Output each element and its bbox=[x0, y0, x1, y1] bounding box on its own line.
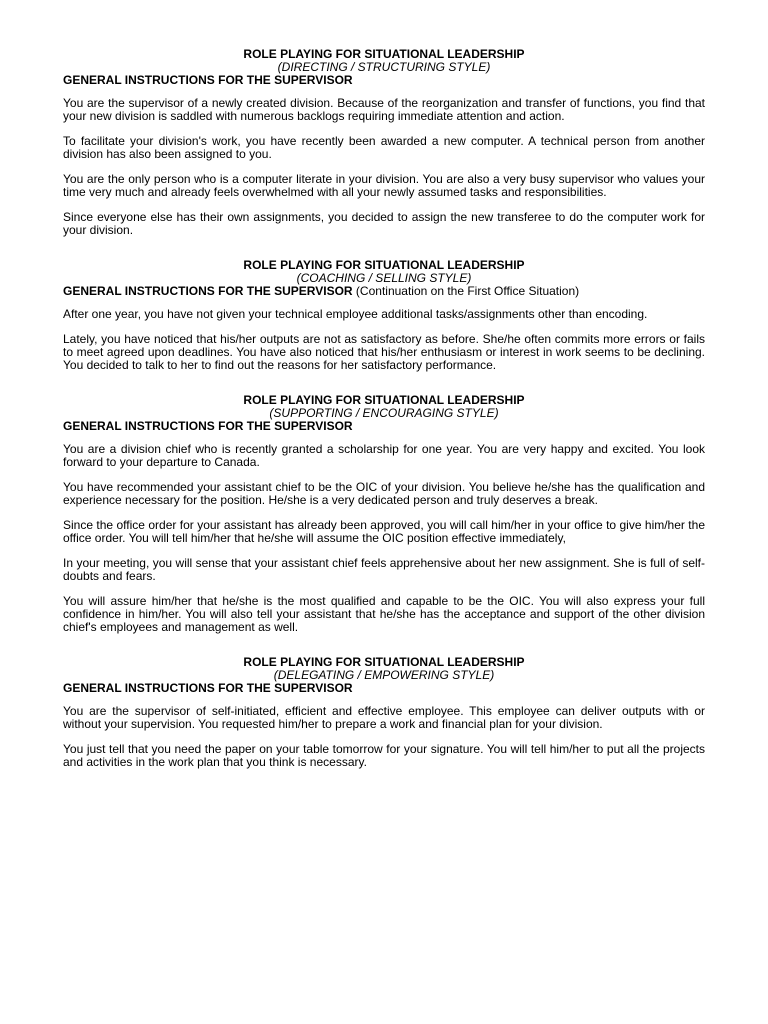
section-title: ROLE PLAYING FOR SITUATIONAL LEADERSHIP bbox=[243, 47, 525, 61]
section-subtitle: (DELEGATING / EMPOWERING STYLE) bbox=[273, 668, 495, 682]
paragraph: You are a division chief who is recently granted a scholarship for one year. You are very happy and excited. You look forward to your departure to Canada. bbox=[63, 442, 705, 469]
section-heading bbox=[63, 420, 705, 433]
section-subtitle: (DIRECTING / STRUCTURING STYLE) bbox=[277, 60, 491, 74]
section-heading bbox=[63, 682, 705, 695]
section-supporting bbox=[63, 394, 705, 634]
paragraph: You are the supervisor of a newly created division. Because of the reorganization and transfer of functions, you find that your new division is saddled with numerous backlogs requiring immediate attention and action. bbox=[63, 96, 705, 123]
paragraph: You will assure him/her that he/she is the most qualified and capable to be the OIC. You will also express your full confidence in him/her. You will also tell your assistant that he/she has the acceptance and support of the other division chief's employees and management as well. bbox=[63, 594, 705, 634]
paragraph: To facilitate your division's work, you have recently been awarded a new computer. A technical person from another division has also been assigned to you. bbox=[63, 134, 705, 161]
document-page bbox=[63, 48, 705, 781]
section-heading bbox=[63, 285, 705, 298]
heading-text: GENERAL INSTRUCTIONS FOR THE SUPERVISOR bbox=[63, 681, 353, 695]
paragraph: You are the only person who is a computer literate in your division. You are also a very busy supervisor who values your time very much and already feels overwhelmed with all your newly assumed tasks and responsibilities. bbox=[63, 172, 705, 199]
paragraph: Since the office order for your assistant has already been approved, you will call him/her in your office to give him/her the office order. You will tell him/her that he/she will assume the OIC position effective immediately, bbox=[63, 518, 705, 545]
section-directing bbox=[63, 48, 705, 237]
paragraph: Since everyone else has their own assignments, you decided to assign the new transferee to do the computer work for your division. bbox=[63, 210, 705, 237]
heading-note: (Continuation on the First Office Situation) bbox=[352, 284, 580, 298]
heading-text: GENERAL INSTRUCTIONS FOR THE SUPERVISOR bbox=[63, 419, 353, 433]
heading-text: GENERAL INSTRUCTIONS FOR THE SUPERVISOR bbox=[63, 284, 353, 298]
heading-text: GENERAL INSTRUCTIONS FOR THE SUPERVISOR bbox=[63, 73, 353, 87]
paragraph: In your meeting, you will sense that your assistant chief feels apprehensive about her new assignment. She is full of self-doubts and fears. bbox=[63, 556, 705, 583]
section-title: ROLE PLAYING FOR SITUATIONAL LEADERSHIP bbox=[243, 258, 525, 272]
paragraph: You are the supervisor of self-initiated, efficient and effective employee. This employee can deliver outputs with or without your supervision. You requested him/her to prepare a work and financial plan for your division. bbox=[63, 704, 705, 731]
paragraph: You have recommended your assistant chief to be the OIC of your division. You believe he/she has the qualification and experience necessary for the position. He/she is a very dedicated person and truly deserves a break. bbox=[63, 480, 705, 507]
paragraph: Lately, you have noticed that his/her outputs are not as satisfactory as before. She/he often commits more errors or fails to meet agreed upon deadlines. You have also noticed that his/her enthusiasm or interest in work seems to be declining. You decided to talk to her to find out the reasons for her satisfactory performance. bbox=[63, 332, 705, 372]
paragraph: You just tell that you need the paper on your table tomorrow for your signature. You will tell him/her to put all the projects and activities in the work plan that you think is necessary. bbox=[63, 742, 705, 769]
section-subtitle: (COACHING / SELLING STYLE) bbox=[296, 271, 472, 285]
section-title: ROLE PLAYING FOR SITUATIONAL LEADERSHIP bbox=[243, 393, 525, 407]
section-subtitle: (SUPPORTING / ENCOURAGING STYLE) bbox=[269, 406, 499, 420]
section-delegating bbox=[63, 656, 705, 769]
section-coaching bbox=[63, 259, 705, 372]
section-title: ROLE PLAYING FOR SITUATIONAL LEADERSHIP bbox=[243, 655, 525, 669]
paragraph: After one year, you have not given your technical employee additional tasks/assignments other than encoding. bbox=[63, 307, 648, 321]
section-heading bbox=[63, 74, 705, 87]
